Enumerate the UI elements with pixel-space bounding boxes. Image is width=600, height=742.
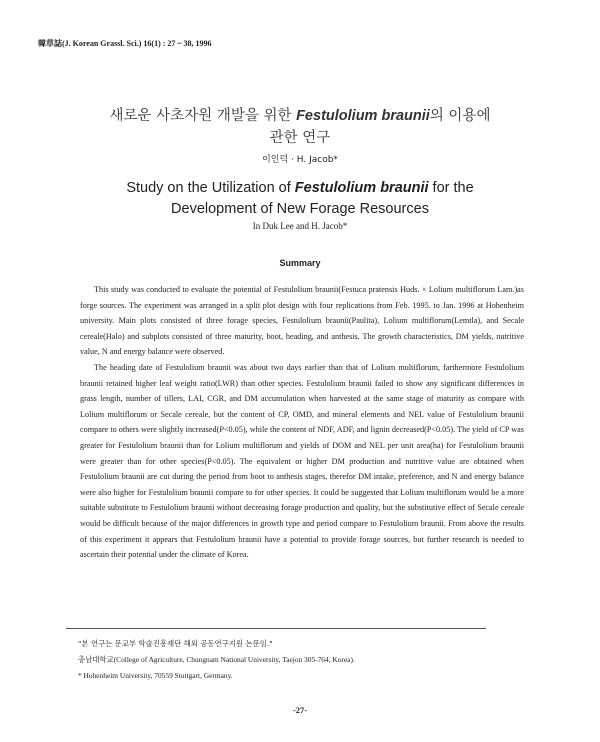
english-authors: In Duk Lee and H. Jacob* <box>252 221 348 231</box>
summary-paragraph-1: This study was conducted to evaluate the potential of Festulolium braunii(Festuca pratensis Huds. × Lolium multiflorum Lam.)as forge sources. The experiment was arranged in a split plot design with four replications from Feb. 1995. to Jan. 1996 at Hohenheim university. Main plots consisted of three forage species, Festulolium braunii(Paulita), Lolium multiflorum(Lemtla), and Secale cereale(Halo) and subplots consisted of three maturity, boot, heading, and anthesis. The growth characteristics, DM yields, nutritive value, N and energy balance were observed. <box>80 285 524 357</box>
summary-paragraph-2: The heading date of Festulolium braunii was about two days earlier than that of Lolium multiflorum, farthermore Festulolium braunii retained higher leaf weight ratio(LWR) than other species. Festulolium braunii failed to show any significant differences in grass length, number of tillers, LAI, CGR, and DM accumulation when harvested at the same stage of maturity as compare with Lolium multiflorum or Secale cereale, but the content of CP, OMD, and mineral elements and NEL value of Festulolium braunii compare to others were slightly increased(P<0.05), while the content of NDF, ADF, and lignin decreased(P<0.05). The yield of CP was greater for Festulolium braunii than for Lolium multiflorum and yields of DOM and NEL per unit area(ha) for Festulolium braunii were greater than for other species(P<0.05). The equivalent or higher DM production and nutritive value are obtained when Festulolium braunii are cut during the period from boot to anthesis stages, therefor DM intake, preference, and N and energy balance were also higher for Festulolium braunii compare to for other species. It could be suggested that Lolium multiflorum would be a more suitable substitute to Festulolium braunii without decreasing forage production and quality, but the substitutive effect of Secale cereale would be difficult because of the major differences in growth type and period compare to Festulolium braunii. From above the results of this experiment it appears that Festulolium braunii have a potential to provide forage sources, but further research is needed to ascertain their potential under the climate of Korea. <box>80 362 524 560</box>
footnote-affiliation-1: 충남대학교(College of Agriculture, Chungnam National University, Taejon 305-764, Korea). <box>78 655 355 664</box>
korean-title <box>0 105 600 149</box>
korean-authors: 이인덕 · H. Jacob* <box>262 155 338 165</box>
footnote-funding: "본 연구는 문교부 학술진흥재단 해외 공동연구지원 논문임." <box>78 639 273 648</box>
footnote-divider <box>66 628 486 629</box>
summary-body <box>80 282 524 563</box>
summary-heading: Summary <box>279 258 321 268</box>
english-title-line2: Development of New Forage Resources <box>171 201 429 217</box>
page-number: -27- <box>292 705 308 715</box>
english-title-post: for the <box>428 180 474 196</box>
korean-title-species: Festulolium braunii <box>296 108 430 124</box>
english-title-species: Festulolium braunii <box>294 180 429 196</box>
english-title <box>0 178 600 220</box>
english-title-pre: Study on the Utilization of <box>126 180 295 196</box>
footnote-affiliation-2: * Hohenheim University, 70559 Stuttgart, Germany. <box>78 671 233 680</box>
korean-title-line2: 관한 연구 <box>269 130 331 146</box>
korean-title-part2: 의 이용에 <box>429 108 491 124</box>
korean-title-part1: 새로운 사초자원 개발을 위한 <box>109 108 297 124</box>
journal-citation: 韓草誌(J. Korean Grassl. Sci.) 16(1) : 27 ~ 38, 1996 <box>38 39 212 48</box>
